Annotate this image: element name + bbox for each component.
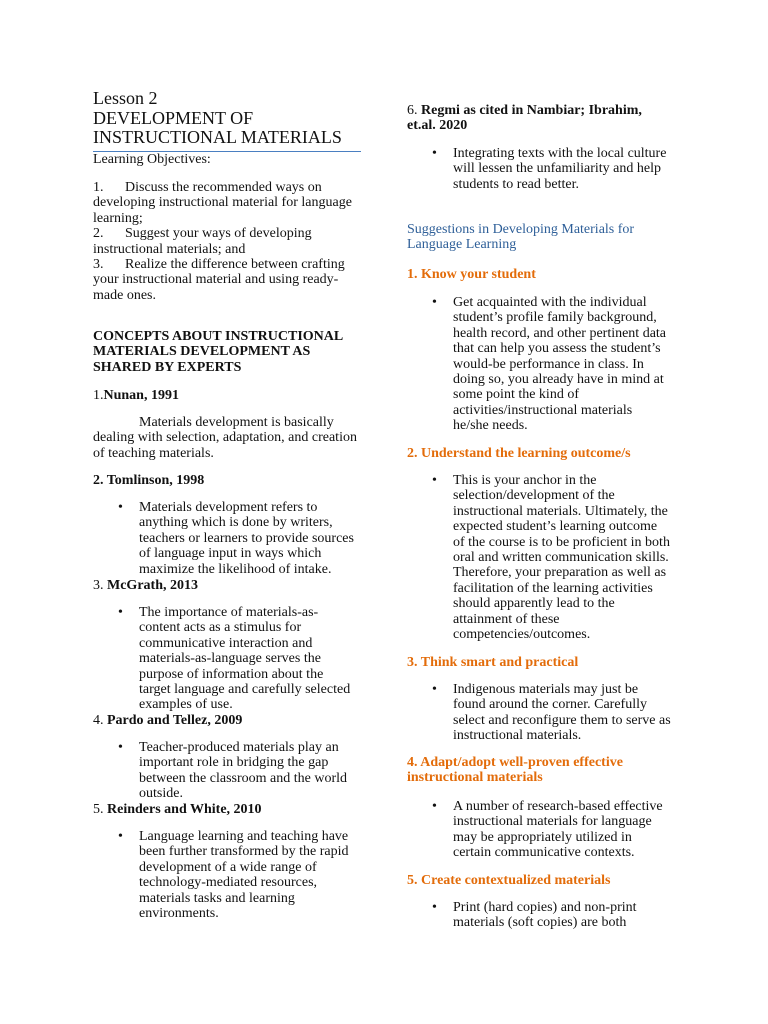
expert-heading: 3. McGrath, 2013	[93, 578, 198, 593]
bullet-icon: •	[432, 900, 437, 915]
bullet-icon: •	[432, 682, 437, 697]
title-line-1: DEVELOPMENT OF	[93, 107, 254, 128]
lesson-label: Lesson 2	[93, 88, 158, 108]
tip-heading: 3. Think smart and practical	[407, 655, 579, 670]
expert-heading: 5. Reinders and White, 2010	[93, 802, 262, 817]
bullet-icon: •	[118, 605, 123, 620]
tip-heading: 4. Adapt/adopt well-proven effective instructional materials	[407, 755, 623, 786]
title-line-2: INSTRUCTIONAL MATERIALS	[93, 127, 342, 147]
objective-item: 1. Discuss the recommended ways on	[93, 180, 322, 195]
objectives-list	[93, 180, 363, 303]
concepts-heading: CONCEPTS ABOUT INSTRUCTIONAL MATERIALS DEVELOPMENT AS SHARED BY EXPERTS	[93, 329, 344, 375]
expert-heading: 1.Nunan, 1991	[93, 388, 179, 403]
tip-heading: 2. Understand the learning outcome/s	[407, 446, 631, 461]
bullet-icon: •	[432, 295, 437, 310]
tip-heading: 5. Create contextualized materials	[407, 873, 611, 888]
bullet-icon: •	[118, 500, 123, 515]
bullet-icon: •	[432, 799, 437, 814]
objective-text: made ones.	[93, 287, 156, 303]
expert-heading: 2. Tomlinson, 1998	[93, 473, 205, 488]
tip-heading: 1. Know your student	[407, 267, 536, 282]
bullet-icon: •	[118, 740, 123, 755]
objectives-label: Learning Objectives:	[93, 152, 211, 167]
objective-text: developing instructional material for language	[93, 195, 352, 211]
objective-text: learning;	[93, 210, 143, 226]
expert-heading: 4. Pardo and Tellez, 2009	[93, 713, 243, 728]
expert-heading: 6. Regmi as cited in Nambiar; Ibrahim, et.al. 2020	[407, 103, 642, 134]
objective-text: instructional materials; and	[93, 241, 246, 257]
objective-item: 3. Realize the difference between crafting	[93, 257, 345, 273]
bullet-icon: •	[118, 829, 123, 844]
lesson-title	[93, 89, 361, 148]
objective-text: your instructional material and using ready-	[93, 272, 339, 288]
bullet-icon: •	[432, 146, 437, 161]
bullet-icon: •	[432, 473, 437, 488]
objective-item: 2. Suggest your ways of developing	[93, 226, 312, 242]
suggestions-heading: Suggestions in Developing Materials for Language Learning	[407, 222, 635, 253]
expert-description: Materials development is basically dealing with selection, adaptation, and creation of teaching materials.	[93, 415, 357, 461]
